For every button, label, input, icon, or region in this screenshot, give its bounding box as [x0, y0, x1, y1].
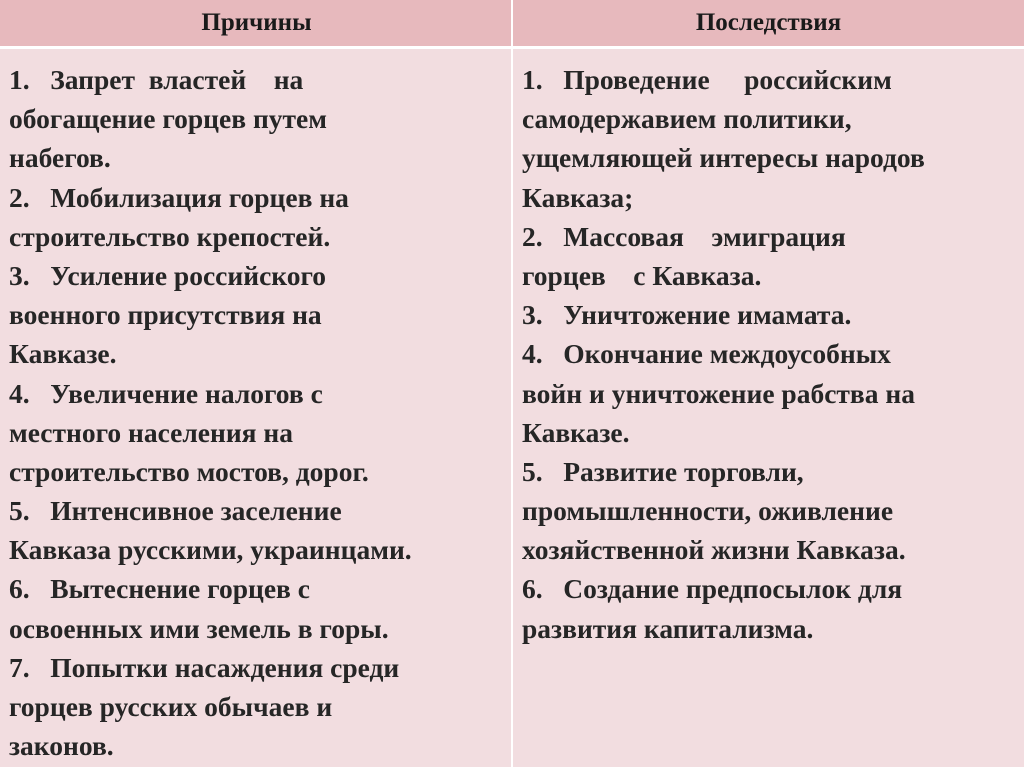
consequences-line: 5. Развитие торговли, [522, 455, 804, 487]
causes-line: освоенных ими земель в горы. [9, 612, 389, 644]
consequences-line: 1. Проведение российским [522, 64, 892, 95]
consequences-line: хозяйственной жизни Кавказа. [522, 534, 906, 566]
header-causes-label: Причины [201, 9, 312, 36]
consequences-line: 2. Массовая эмиграция [522, 220, 846, 252]
consequences-line: 4. Окончание междоусобных [522, 338, 891, 370]
column-divider [511, 0, 513, 767]
causes-line: обогащение горцев путем [9, 103, 327, 135]
causes-line: 5. Интенсивное заселение [9, 495, 342, 527]
causes-line: 6. Вытеснение горцев с [9, 573, 310, 605]
header-causes [0, 0, 513, 46]
causes-line: Кавказе. [9, 338, 117, 370]
causes-line: 2. Мобилизация горцев на [9, 181, 349, 213]
consequences-line: 6. Создание предпосылок для [522, 573, 903, 605]
header-consequences [513, 0, 1024, 46]
causes-line: набегов. [9, 142, 111, 174]
causes-line: 1. Запрет властей на [9, 64, 304, 95]
causes-line: строительство мостов, дорог. [9, 455, 369, 487]
consequences-line: самодержавием политики, [522, 103, 852, 135]
causes-line: 4. Увеличение налогов с [9, 377, 323, 409]
causes-line: Кавказа русскими, украинцами. [9, 534, 412, 566]
consequences-line: развития капитализма. [522, 612, 814, 644]
consequences-cell [522, 60, 1016, 648]
consequences-line: войн и уничтожение рабства на [522, 377, 915, 409]
causes-line: горцев русских обычаев и [9, 691, 333, 722]
consequences-line: ущемляющей интересы народов [522, 142, 925, 174]
causes-line: 7. Попытки насаждения среди [9, 651, 400, 683]
causes-line: военного присутствия на [9, 299, 322, 331]
causes-line: строительство крепостей. [9, 220, 331, 252]
consequences-line: Кавказа; [522, 181, 634, 213]
causes-line: местного населения на [9, 416, 294, 448]
consequences-line: Кавказе. [522, 416, 630, 448]
consequences-line: 3. Уничтожение имамата. [522, 299, 852, 331]
causes-line: 3. Усиление российского [9, 259, 327, 291]
causes-line: законов. [9, 730, 114, 762]
header-consequences-label: Последствия [695, 9, 842, 36]
consequences-line: промышленности, оживление [522, 495, 894, 527]
causes-cell [9, 60, 501, 765]
consequences-line: горцев с Кавказа. [522, 259, 762, 291]
